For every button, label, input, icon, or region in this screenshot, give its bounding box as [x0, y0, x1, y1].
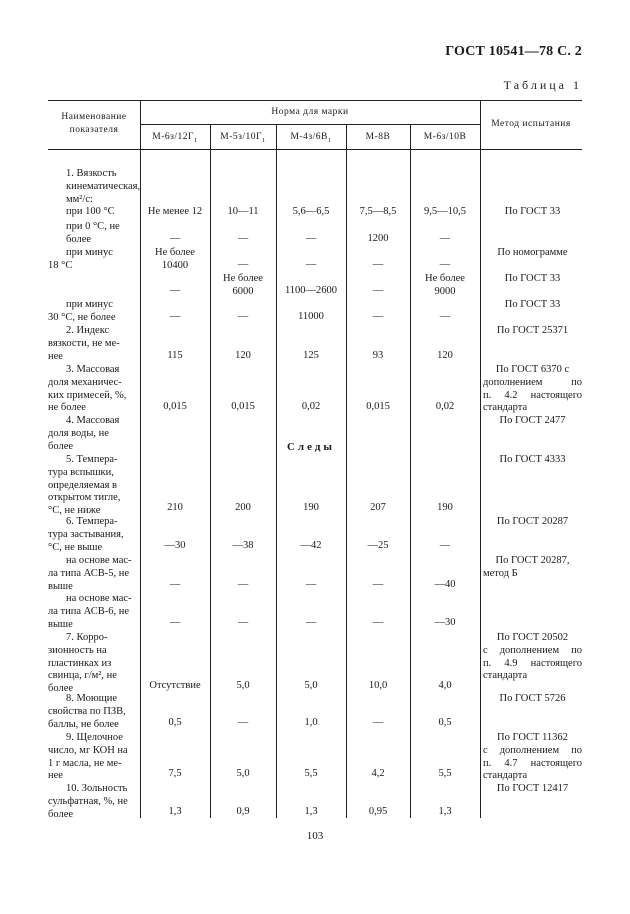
value-cell: 7,5—8,5 — [359, 206, 397, 217]
col-divider-6 — [480, 100, 481, 818]
row-name: на основе мас- ла типа АСВ-6, не выше — [48, 593, 132, 630]
row-name: при минус 18 °С — [48, 247, 113, 271]
col-method-header: Метод испытания — [491, 119, 571, 129]
row-name: на основе мас- ла типа АСВ-5, не выше — [48, 555, 132, 592]
value-cell: — — [372, 311, 384, 322]
value-cell: — — [372, 579, 384, 590]
method-cell: По ГОСТ 33 — [504, 206, 561, 217]
method-cell: По ГОСТ 33 — [504, 273, 561, 284]
value-cell: —42 — [300, 540, 322, 551]
value-cell: 5,5 — [438, 768, 452, 779]
value-cell: — — [372, 259, 384, 270]
method-cell: По ГОСТ 5726 — [499, 693, 566, 704]
value-cell: 10,0 — [368, 680, 388, 691]
value-cell: 120 — [437, 350, 453, 361]
value-cell: 1200 — [367, 233, 389, 244]
value-cell: Отсутствие — [149, 680, 201, 691]
method-cell: По ГОСТ 20287, метод Б — [483, 555, 570, 579]
value-cell: — — [305, 259, 317, 270]
value-cell: —30 — [434, 617, 456, 628]
method-cell: По ГОСТ 2477 — [499, 415, 566, 426]
value-cell: 5,0 — [304, 680, 318, 691]
header-bottom-rule — [48, 149, 582, 150]
value-cell: 5,0 — [236, 768, 250, 779]
value-cell: Не более 10400 — [155, 247, 195, 271]
value-cell: 1,3 — [438, 806, 452, 817]
value-cell: 93 — [372, 350, 384, 361]
value-cell: — — [169, 579, 181, 590]
method-cell: По ГОСТ 33 — [504, 299, 561, 310]
col-divider-3 — [276, 124, 277, 818]
value-cell: —30 — [164, 540, 186, 551]
value-cell: 0,5 — [438, 717, 452, 728]
value-cell: 207 — [370, 502, 386, 513]
value-cell: 5,5 — [304, 768, 318, 779]
value-cell: — — [237, 233, 249, 244]
value-cell: — — [305, 617, 317, 628]
value-cell: 125 — [303, 350, 319, 361]
value-cell: 120 — [235, 350, 251, 361]
method-cell: По ГОСТ 6370 с дополнением по п. 4.2 настоящего стандарта — [483, 364, 582, 414]
method-cell: По номограмме — [497, 247, 568, 258]
method-cell: По ГОСТ 12417 — [496, 783, 569, 794]
value-cell: 10—11 — [227, 206, 259, 217]
method-cell: По ГОСТ 25371 — [496, 325, 569, 336]
value-cell: — — [372, 285, 384, 296]
value-cell: 190 — [437, 502, 453, 513]
header: ГОСТ 10541—78 С. 2 — [445, 44, 582, 59]
value-cell: 4,2 — [371, 768, 385, 779]
value-cell: 11000 — [298, 311, 324, 322]
value-cell: 9,5—10,5 — [424, 206, 466, 217]
row-name: 4. Массовая доля воды, не более — [48, 415, 120, 452]
value-cell: 4,0 — [438, 680, 452, 691]
col-name-header: Наименование показателя — [61, 112, 127, 135]
value-cell: 1100—2600 — [284, 285, 338, 296]
grade-header-5: М-6з/10В — [423, 132, 467, 142]
col-norm-header: Норма для марки — [271, 107, 349, 117]
row-name: 3. Массовая доля механичес- ких примесей, %, не более — [48, 364, 127, 414]
value-cell: 0,5 — [168, 717, 182, 728]
value-cell: 1,0 — [304, 717, 318, 728]
value-cell: — — [439, 233, 451, 244]
value-cell: 0,02 — [435, 401, 455, 412]
value-cell: 190 — [303, 502, 319, 513]
grade-header-4: М-8В — [365, 132, 391, 142]
value-cell: — — [237, 311, 249, 322]
traces-label: Следы — [286, 441, 335, 453]
col-divider-4 — [346, 124, 347, 818]
col-divider-5 — [410, 124, 411, 818]
value-cell: 0,015 — [366, 401, 390, 412]
value-cell: — — [169, 233, 181, 244]
value-cell: 1,3 — [304, 806, 318, 817]
value-cell: — — [237, 259, 249, 270]
value-cell: —25 — [367, 540, 389, 551]
value-cell: — — [372, 617, 384, 628]
value-cell: Не менее 12 — [147, 206, 203, 217]
row-name: 8. Моющие свойства по ПЗВ, баллы, не более — [48, 693, 126, 730]
table-caption: Таблица 1 — [503, 78, 582, 92]
table-top-rule — [48, 100, 582, 101]
value-cell: 0,95 — [368, 806, 388, 817]
value-cell: 0,015 — [163, 401, 187, 412]
value-cell: Не более 9000 — [425, 273, 465, 297]
value-cell: — — [305, 579, 317, 590]
value-cell: — — [169, 617, 181, 628]
norm-subheader-rule — [140, 124, 480, 125]
value-cell: 7,5 — [168, 768, 182, 779]
value-cell: 200 — [235, 502, 251, 513]
value-cell: 0,02 — [301, 401, 321, 412]
row-name: при 0 °С, не более — [66, 221, 120, 245]
grade-header-1: $М-6з/12Г_1$ — [152, 132, 198, 144]
value-cell: — — [237, 717, 249, 728]
value-cell: — — [439, 259, 451, 270]
grade-header-3: $М-4з/6В_1$ — [290, 132, 332, 144]
row-name: 6. Темпера- тура застывания, °С, не выше — [48, 516, 124, 553]
value-cell: — — [237, 617, 249, 628]
value-cell: 5,0 — [236, 680, 250, 691]
value-cell: 5,6—6,5 — [292, 206, 330, 217]
method-cell: По ГОСТ 20502 с дополнением по п. 4.9 настоящего стандарта — [483, 632, 582, 682]
value-cell: — — [439, 311, 451, 322]
row-name: 9. Щелочное число, мг КОН на 1 г масла, не ме- нее — [48, 732, 128, 782]
value-cell: 210 — [167, 502, 183, 513]
value-cell: — — [439, 540, 451, 551]
row-name: 2. Индекс вязкости, не ме- нее — [48, 325, 120, 362]
value-cell: 1,3 — [168, 806, 182, 817]
row-name: 7. Корро- зионность на пластинках из свинца, г/м², не более — [48, 632, 117, 695]
value-cell: 0,9 — [236, 806, 250, 817]
row-name: 5. Темпера- тура вспышки, определяемая в открытом тигле, °С, не ниже — [48, 454, 121, 517]
row-name: при минус 30 °С, не более — [48, 299, 116, 323]
value-cell: Не более 6000 — [223, 273, 263, 297]
value-cell: — — [169, 285, 181, 296]
page-number: 103 — [306, 830, 324, 842]
row-name: 10. Зольность сульфатная, %, не более — [48, 783, 128, 820]
col-divider-2 — [210, 124, 211, 818]
method-cell: По ГОСТ 11362 с дополнением по п. 4.7 настоящего стандарта — [483, 732, 582, 782]
value-cell: — — [372, 717, 384, 728]
method-cell: По ГОСТ 20287 — [496, 516, 569, 527]
value-cell: —38 — [232, 540, 254, 551]
grade-header-2: $М-5з/10Г_1$ — [220, 132, 266, 144]
row-name: при 100 °С — [66, 206, 115, 217]
value-cell: — — [305, 233, 317, 244]
value-cell: —40 — [434, 579, 456, 590]
value-cell: — — [169, 311, 181, 322]
method-cell: По ГОСТ 4333 — [499, 454, 566, 465]
value-cell: — — [237, 579, 249, 590]
value-cell: 115 — [167, 350, 183, 361]
value-cell: 0,015 — [231, 401, 255, 412]
row-name: 1. Вязкость кинематическая, мм²/с: — [66, 168, 141, 205]
